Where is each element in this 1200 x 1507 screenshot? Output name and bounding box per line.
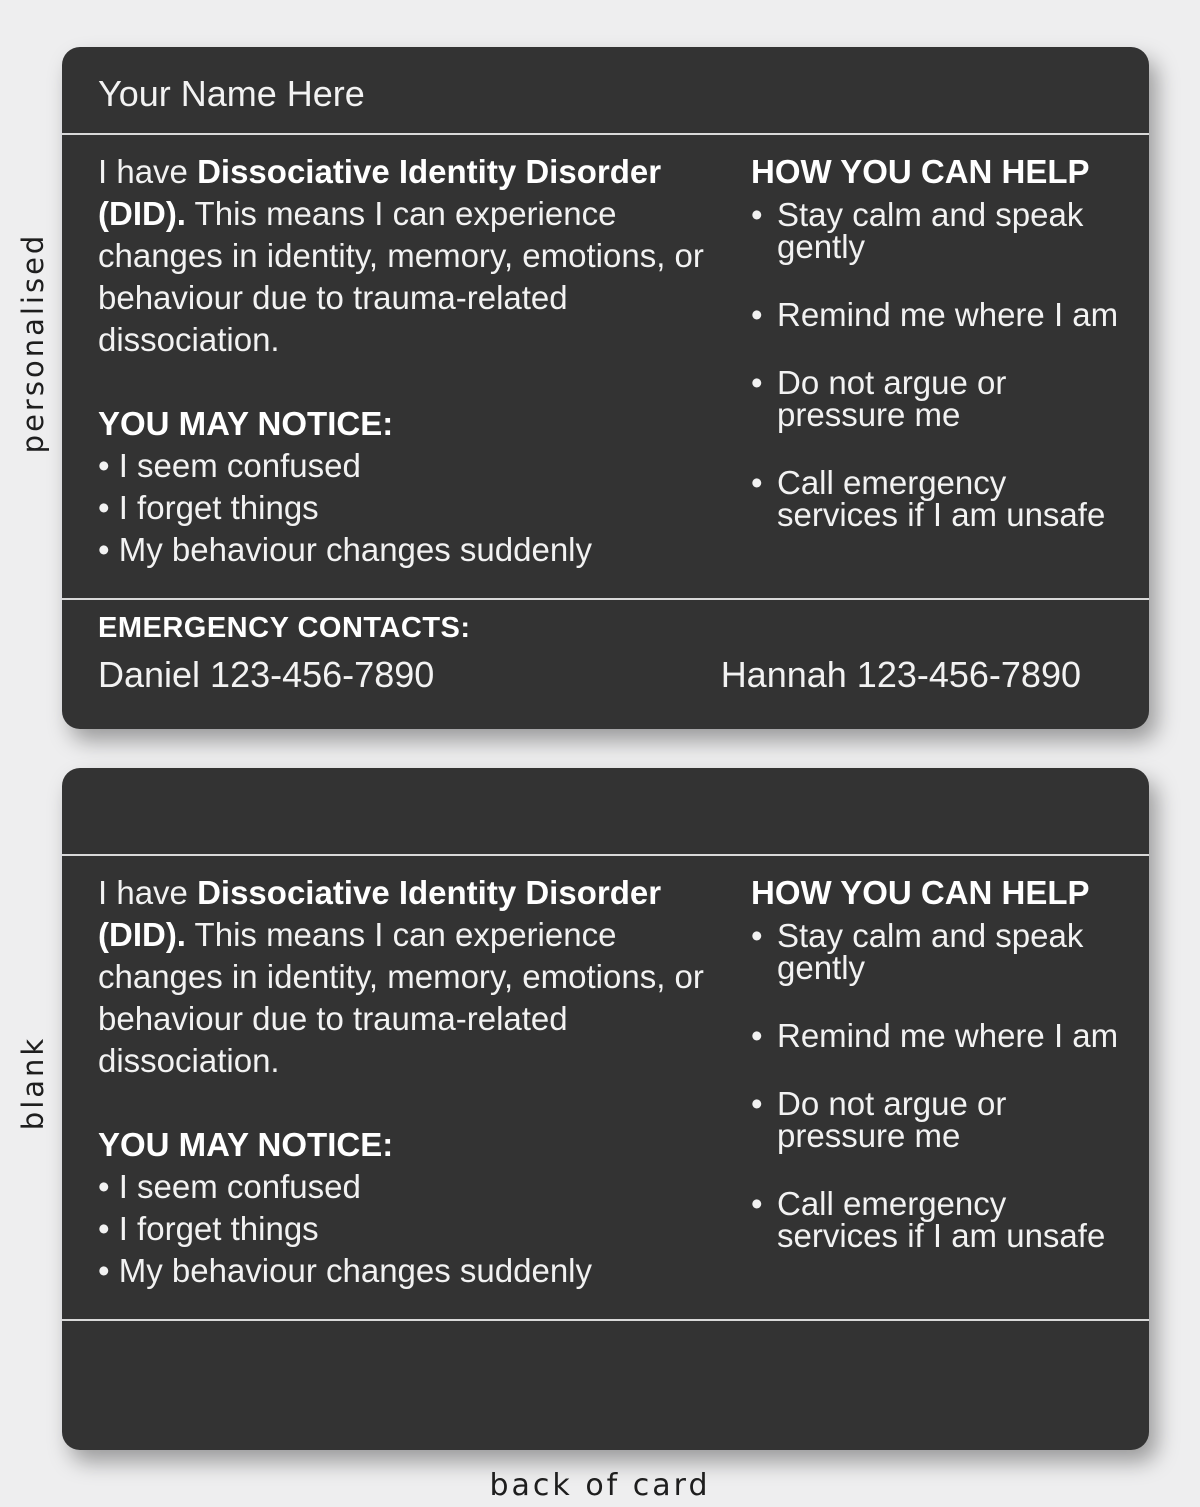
personalised-label: personalised [16, 232, 50, 454]
card-main-section [62, 135, 1149, 598]
caption: back of card [489, 1468, 711, 1503]
help-title: HOW YOU CAN HELP [751, 153, 1090, 190]
notice-title: YOU MAY NOTICE: [98, 1126, 394, 1163]
help-item [751, 464, 1131, 533]
did-description [98, 151, 718, 361]
intro-rest: This means I can experience changes in identity, memory, emotions, or behaviour due to trauma-related dissociation. [98, 916, 704, 1079]
help-title: HOW YOU CAN HELP [751, 874, 1090, 911]
notice-title: YOU MAY NOTICE: [98, 405, 394, 442]
help-item [751, 196, 1131, 265]
notice-item: • My behaviour changes suddenly [98, 1252, 593, 1289]
contacts-title: EMERGENCY CONTACTS: [98, 612, 471, 644]
intro-condition: Dissociative Identity Disorder (DID). [98, 874, 662, 953]
help-section [751, 872, 1131, 1288]
notice-item: • I seem confused [98, 447, 361, 484]
notice-section [98, 403, 738, 571]
intro-lead: I have [98, 874, 198, 911]
intro-condition: Dissociative Identity Disorder (DID). [98, 153, 662, 232]
personalised-card [62, 47, 1149, 729]
bullet-icon: • [751, 1185, 763, 1222]
contact-entry: Daniel 123-456-7890 [98, 654, 435, 695]
bullet-icon: • [751, 1017, 763, 1054]
notice-item: • I forget things [98, 1210, 319, 1247]
help-section [751, 151, 1131, 567]
help-item [751, 296, 1131, 333]
notice-item: • My behaviour changes suddenly [98, 531, 593, 568]
help-item [751, 364, 1131, 433]
bullet-icon: • [751, 1085, 763, 1122]
contact-entry: Hannah 123-456-7890 [720, 654, 1081, 695]
help-item [751, 1017, 1131, 1054]
name-band [62, 47, 1149, 135]
bullet-icon: • [751, 464, 763, 501]
help-item-text: Stay calm and speak gently [777, 196, 1084, 265]
notice-section [98, 1124, 738, 1292]
help-item [751, 1185, 1131, 1254]
help-item [751, 917, 1131, 986]
blank-card [62, 768, 1149, 1450]
notice-item: • I forget things [98, 489, 319, 526]
intro-rest: This means I can experience changes in identity, memory, emotions, or behaviour due to trauma-related dissociation. [98, 195, 704, 358]
card-main-section [62, 856, 1149, 1319]
help-item [751, 1085, 1131, 1154]
intro-lead: I have [98, 153, 198, 190]
blank-label: blank [16, 1035, 50, 1131]
help-item-text: Remind me where I am [777, 1017, 1119, 1054]
bullet-icon: • [751, 196, 763, 233]
name-band [62, 768, 1149, 856]
help-item-text: Do not argue or pressure me [777, 1085, 1007, 1154]
bullet-icon: • [751, 364, 763, 401]
help-item-text: Remind me where I am [777, 296, 1119, 333]
help-item-text: Do not argue or pressure me [777, 364, 1007, 433]
help-item-text: Call emergency services if I am unsafe [777, 464, 1106, 533]
help-item-text: Call emergency services if I am unsafe [777, 1185, 1106, 1254]
bullet-icon: • [751, 296, 763, 333]
did-description [98, 872, 718, 1082]
notice-item: • I seem confused [98, 1168, 361, 1205]
emergency-contacts-section [62, 598, 1149, 729]
help-item-text: Stay calm and speak gently [777, 917, 1084, 986]
emergency-contacts-section [62, 1319, 1149, 1450]
card-holder-name: Your Name Here [98, 73, 365, 114]
bullet-icon: • [751, 917, 763, 954]
